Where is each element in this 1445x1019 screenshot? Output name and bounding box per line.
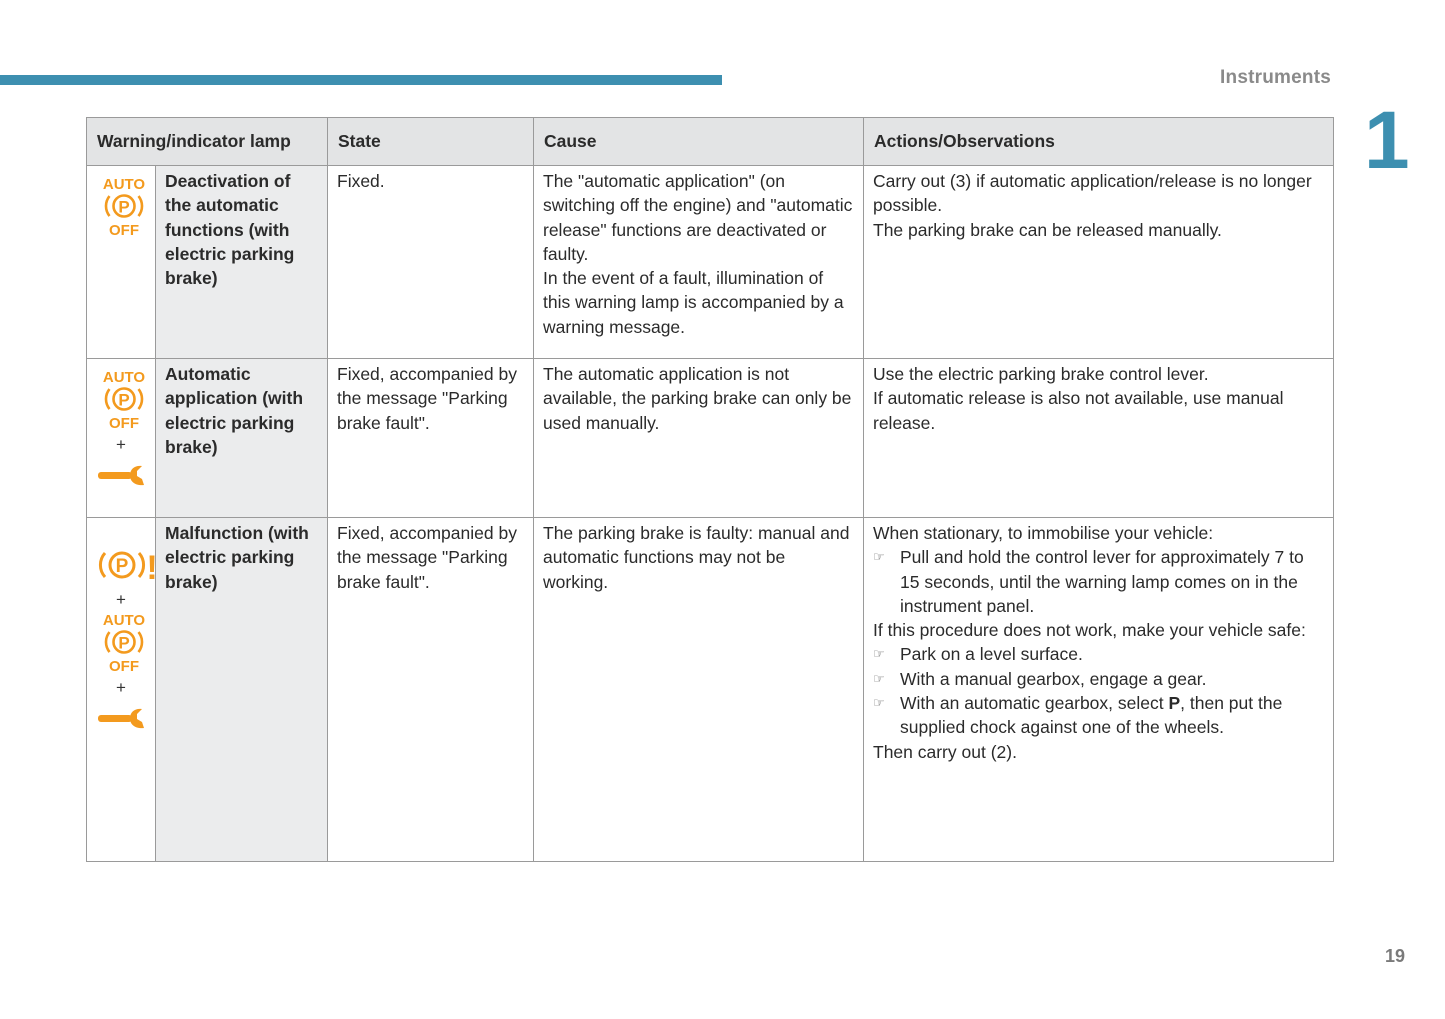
section-title: Instruments xyxy=(1220,67,1331,88)
lamp-icon-cell xyxy=(87,518,156,862)
bullet-item xyxy=(873,691,1324,740)
bullet-item xyxy=(873,545,1324,618)
lamp-actions xyxy=(864,166,1334,359)
action-line: When stationary, to immobilise your vehicle: xyxy=(873,523,1214,543)
svg-text:AUTO: AUTO xyxy=(102,369,146,386)
lamp-cause xyxy=(534,359,864,518)
svg-text:AUTO: AUTO xyxy=(102,612,146,629)
action-line: If this procedure does not work, make your vehicle safe: xyxy=(873,620,1306,641)
table-row xyxy=(87,166,1334,359)
header-accent-bar xyxy=(0,75,722,85)
cause-line: The "automatic application" (on switching off the engine) and "automatic release" functions are deactivated or faulty. xyxy=(543,171,853,264)
svg-text:OFF: OFF xyxy=(109,415,139,430)
chapter-number: 1 xyxy=(1364,95,1410,186)
auto-parking-off-icon xyxy=(96,175,152,237)
bullet-text-part: , then put the supplied chock against one of the wheels. xyxy=(900,693,1283,738)
auto-parking-off-icon xyxy=(96,611,152,673)
svg-text:OFF: OFF xyxy=(109,222,139,237)
svg-text:AUTO: AUTO xyxy=(102,176,146,193)
warning-lamp-table xyxy=(86,117,1334,862)
lamp-state: Fixed. xyxy=(328,166,534,359)
lamp-icon-cell xyxy=(87,359,156,518)
lamp-name: Automatic application (with electric parking brake) xyxy=(156,359,328,518)
svg-text:!: ! xyxy=(146,549,158,587)
pointing-hand-icon: ☞ xyxy=(873,695,885,711)
lamp-actions xyxy=(864,518,1334,862)
lamp-cause xyxy=(534,166,864,359)
plus-sign: + xyxy=(116,435,126,454)
lamp-name: Deactivation of the automatic functions (with electric parking brake) xyxy=(156,166,328,359)
pointing-hand-icon: ☞ xyxy=(873,646,885,662)
auto-parking-off-icon xyxy=(96,368,152,430)
bullet-item xyxy=(873,642,1324,666)
svg-text:P: P xyxy=(118,390,130,410)
column-header-lamp: Warning/indicator lamp xyxy=(87,118,328,166)
page-number: 19 xyxy=(1384,946,1405,966)
gear-p-label: P xyxy=(1168,693,1181,714)
cause-line: In the event of a fault, illumination of this warning lamp is accompanied by a warning message. xyxy=(543,268,844,337)
table-header-row xyxy=(87,118,1334,166)
svg-text:P: P xyxy=(115,556,129,577)
plus-sign: + xyxy=(116,590,126,609)
pointing-hand-icon: ☞ xyxy=(873,670,885,686)
action-line: The parking brake can be released manually. xyxy=(873,219,1222,240)
lamp-icon-cell xyxy=(87,166,156,359)
wrench-icon xyxy=(96,464,146,486)
svg-text:P: P xyxy=(118,633,130,653)
lamp-name: Malfunction (with electric parking brake) xyxy=(156,518,328,862)
bullet-text-part: With an automatic gearbox, select xyxy=(900,693,1169,714)
cause-line: The automatic application is not available, the parking brake can only be used manually. xyxy=(543,364,852,433)
bullet-text: Pull and hold the control lever for approximately 7 to 15 seconds, until the warning lamp comes on in the instrument panel. xyxy=(900,547,1304,616)
pointing-hand-icon: ☞ xyxy=(873,549,885,565)
bullet-text: With a manual gearbox, engage a gear. xyxy=(900,668,1207,689)
lamp-state: Fixed, accompanied by the message "Parking brake fault". xyxy=(328,518,534,862)
action-line: Use the electric parking brake control lever. xyxy=(873,364,1209,384)
column-header-state: State xyxy=(328,118,534,166)
parking-brake-fault-icon xyxy=(96,543,160,587)
svg-text:OFF: OFF xyxy=(109,658,139,673)
bullet-text: Park on a level surface. xyxy=(900,644,1083,665)
wrench-icon xyxy=(96,707,146,729)
action-line: If automatic release is also not available, use manual release. xyxy=(873,388,1284,433)
table-row xyxy=(87,518,1334,862)
lamp-state: Fixed, accompanied by the message "Parking brake fault". xyxy=(328,359,534,518)
lamp-cause xyxy=(534,518,864,862)
table-row xyxy=(87,359,1334,518)
bullet-text xyxy=(900,691,1324,740)
action-line: Carry out (3) if automatic application/release is no longer possible. xyxy=(873,171,1312,216)
action-line: Then carry out (2). xyxy=(873,741,1017,762)
cause-line: The parking brake is faulty: manual and automatic functions may not be working. xyxy=(543,523,850,592)
column-header-cause: Cause xyxy=(534,118,864,166)
bullet-item xyxy=(873,667,1324,691)
plus-sign: + xyxy=(116,678,126,697)
lamp-actions xyxy=(864,359,1334,518)
column-header-actions: Actions/Observations xyxy=(864,118,1334,166)
svg-text:P: P xyxy=(118,197,130,217)
